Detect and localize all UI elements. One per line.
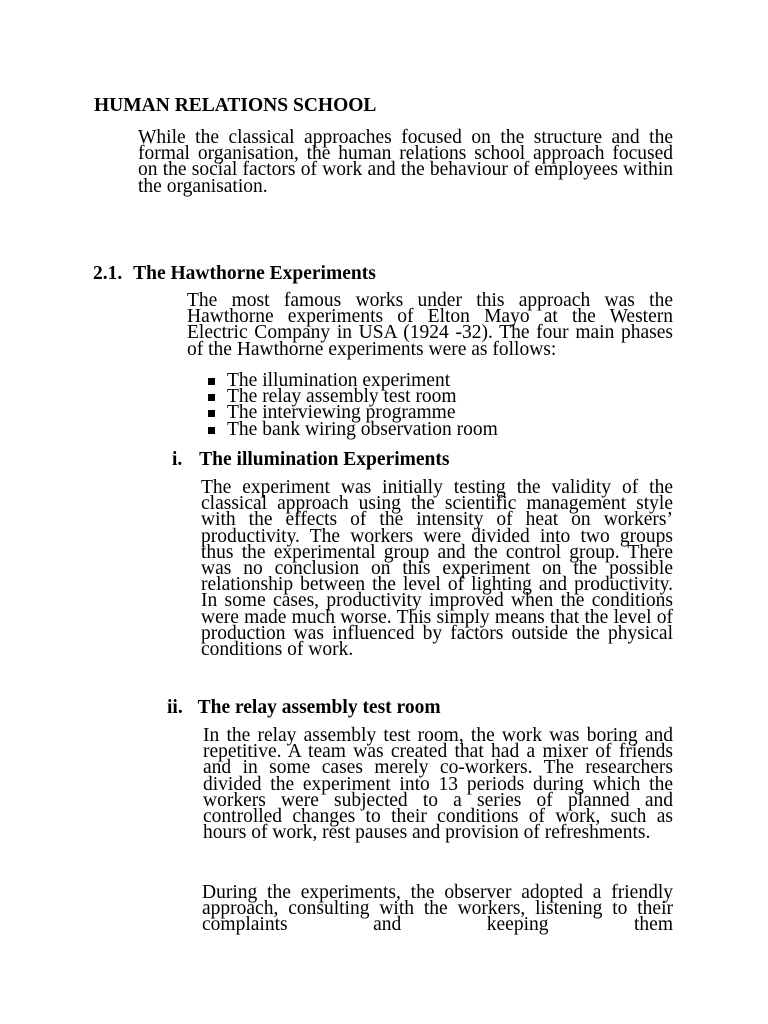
subsection-numeral: i. bbox=[172, 449, 183, 470]
subsection-i-heading bbox=[172, 449, 449, 471]
square-bullet-icon bbox=[208, 410, 215, 417]
square-bullet-icon bbox=[208, 394, 215, 401]
section-heading-title: The Hawthorne Experiments bbox=[133, 263, 376, 284]
subsection-title: The relay assembly test room bbox=[197, 697, 441, 718]
list-item-text: The illumination experiment bbox=[227, 370, 451, 391]
list-item-text: The bank wiring observation room bbox=[227, 418, 498, 440]
subsection-ii-heading bbox=[167, 697, 441, 719]
square-bullet-icon bbox=[208, 378, 215, 385]
list-item bbox=[206, 418, 498, 440]
illumination-paragraph: The experiment was initially testing the validity of the classical approach using the scientific management style with the effects of the intensity of heat on workers’ productivity. The workers were divided into two groups thus the experimental group and the control group. There was no conclusion on this experiment on the possible relationship between the level of lighting and productivity. In some cases, productivity improved when the conditions were made much worse. This simply means that the level of production was influenced by factors outside the physical conditions of work. bbox=[201, 477, 673, 661]
list-item-text: The relay assembly test room bbox=[227, 386, 457, 408]
subsection-numeral: ii. bbox=[167, 697, 183, 718]
section-title: HUMAN RELATIONS SCHOOL bbox=[94, 95, 377, 116]
hawthorne-paragraph: The most famous works under this approach was the Hawthorne experiments of Elton Mayo at the Western Electric Company in USA (1924 -32). The four main phases of the Hawthorne experiments were as follows: bbox=[187, 290, 673, 360]
phases-list bbox=[206, 370, 498, 440]
list-item-text: The interviewing programme bbox=[227, 402, 456, 424]
subsection-title: The illumination Experiments bbox=[199, 449, 450, 470]
intro-paragraph: While the classical approaches focused on the structure and the formal organisation, the human relations school approach focused on the social factors of work and the behaviour of employees within the organisation. bbox=[138, 127, 673, 197]
section-2-1-heading bbox=[93, 263, 376, 285]
square-bullet-icon bbox=[208, 427, 215, 434]
relay-paragraph-1: In the relay assembly test room, the work was boring and repetitive. A team was created that had a mixer of friends and in some cases merely co-workers. The researchers divided the experiment into 13 periods during which the workers were subjected to a series of planned and controlled changes to their conditions of work, such as hours of work, rest pauses and provision of refreshments. bbox=[203, 725, 673, 844]
section-number: 2.1. bbox=[93, 263, 123, 284]
relay-paragraph-2: During the experiments, the observer adopted a friendly approach, consulting with the workers, listening to their complaints and keeping them bbox=[202, 882, 673, 936]
